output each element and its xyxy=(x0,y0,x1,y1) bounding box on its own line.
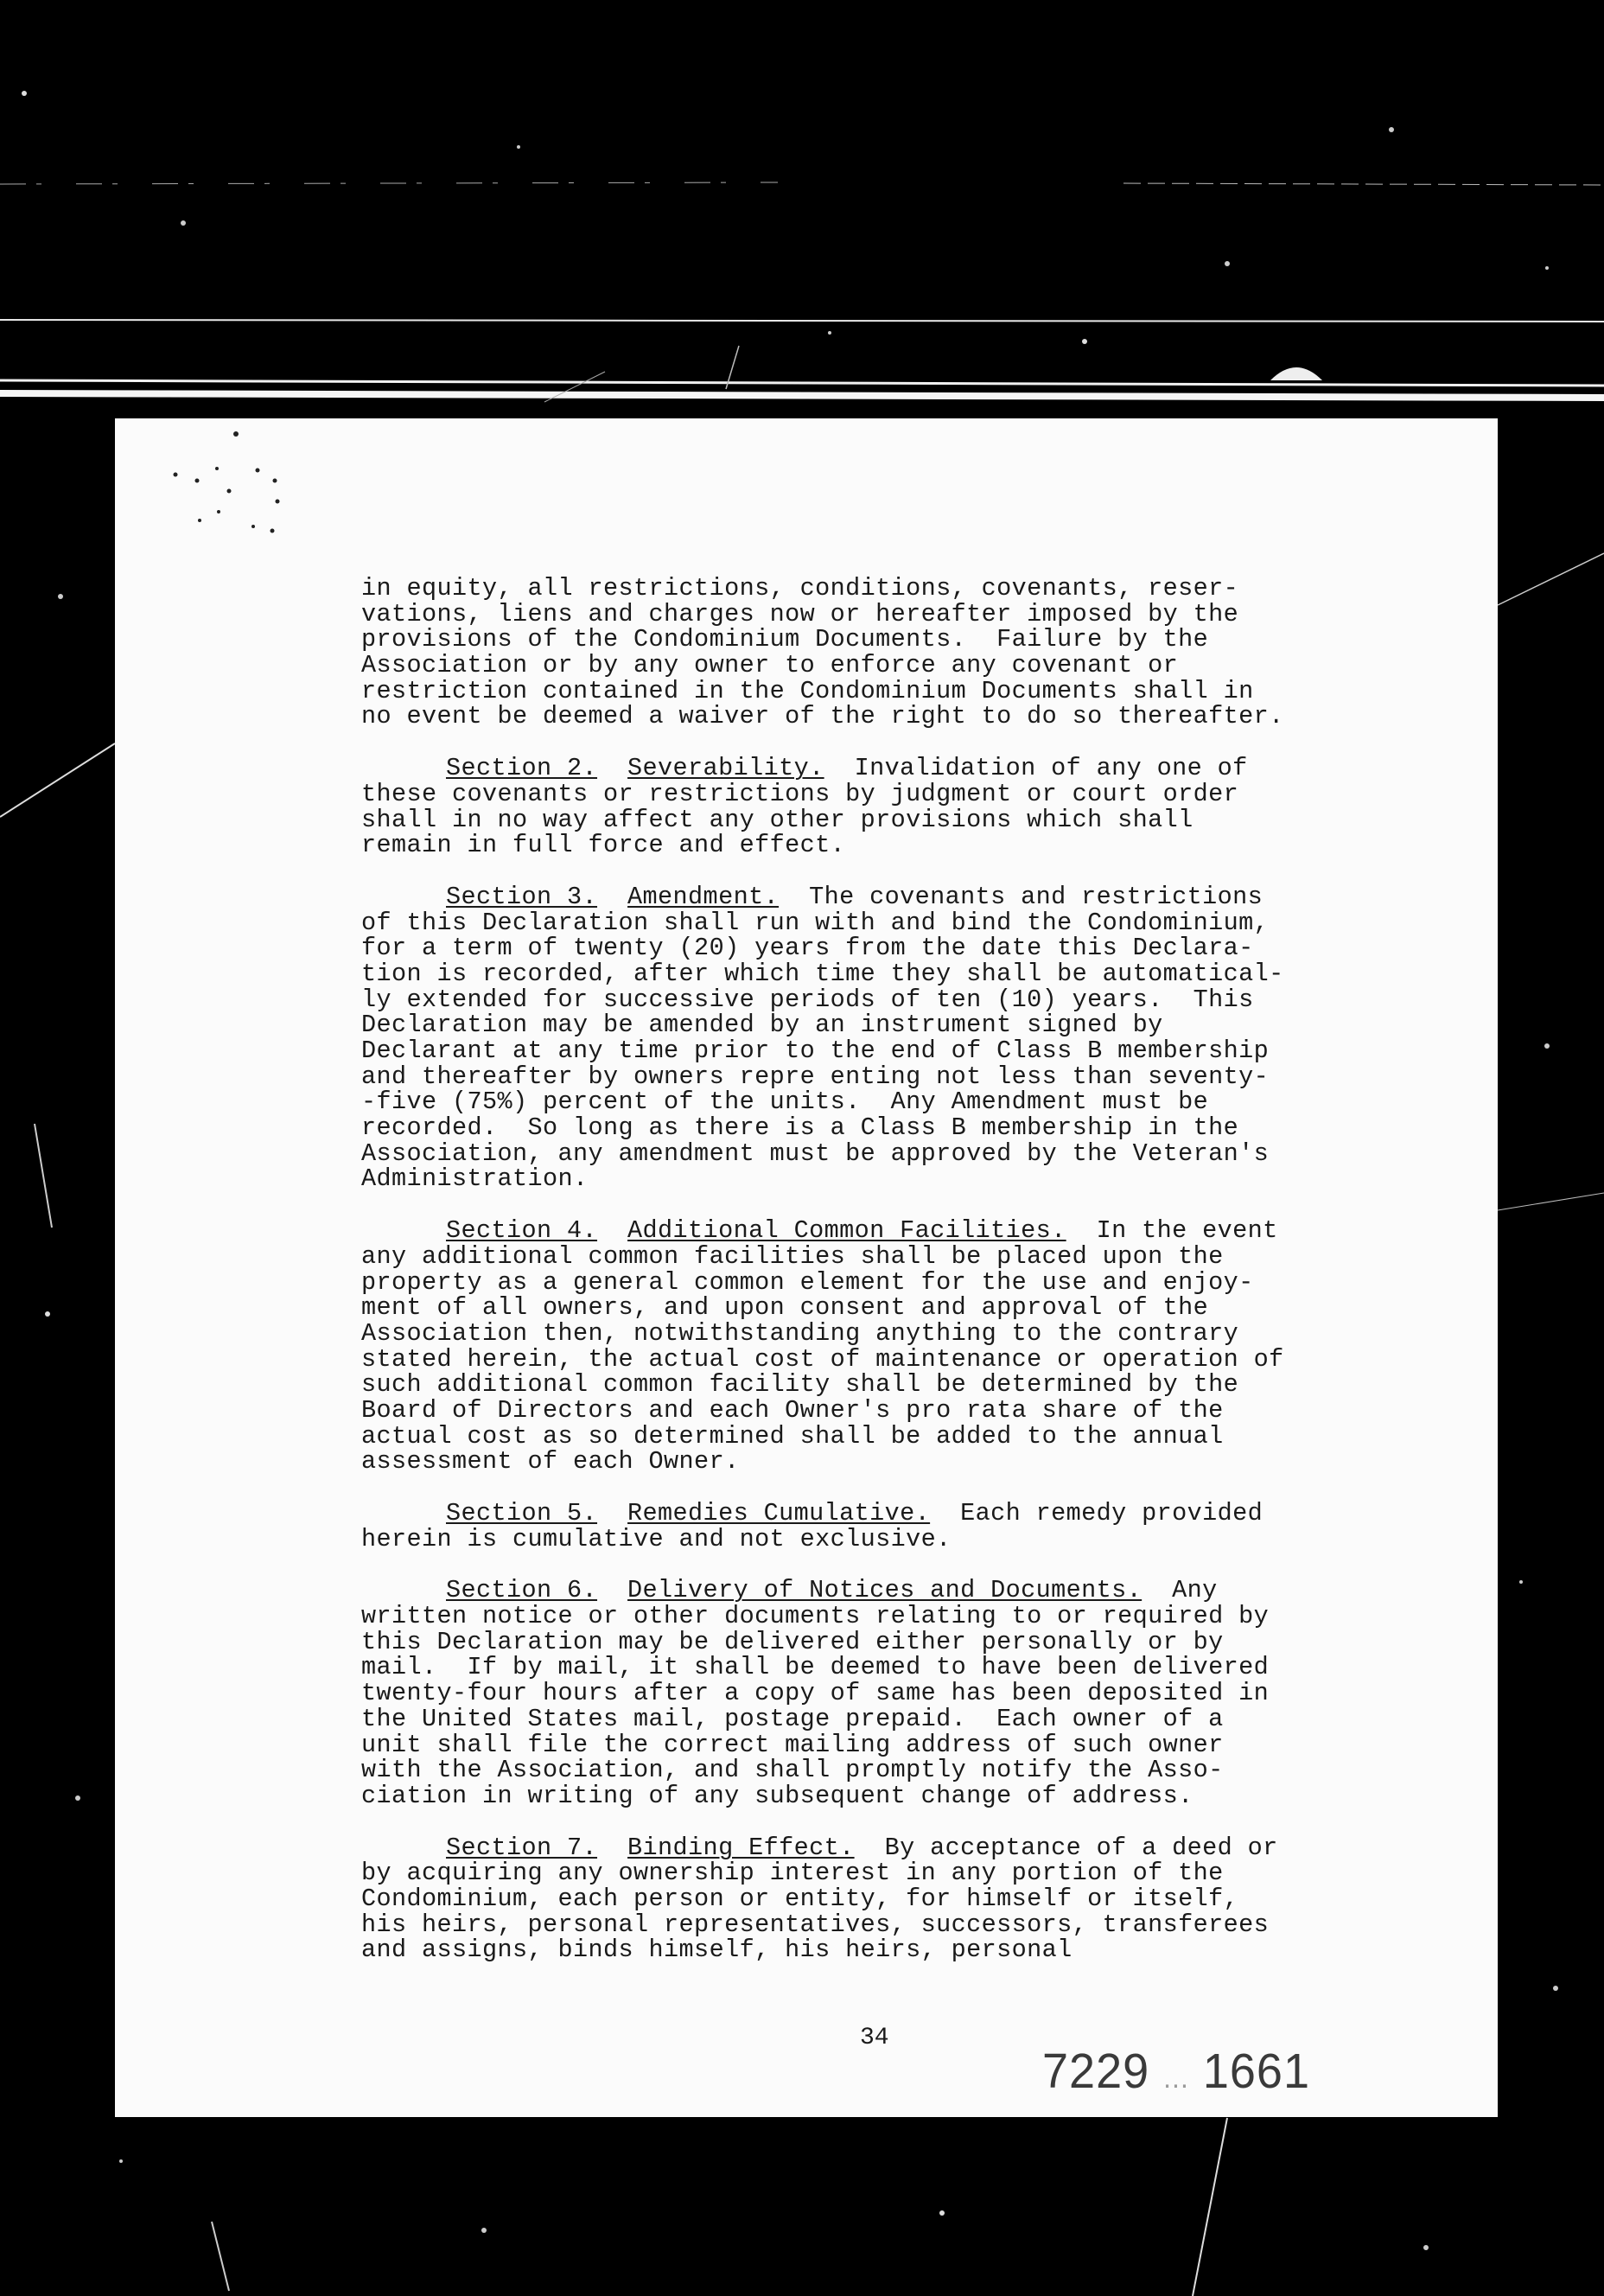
section-first-line-text: Invalidation of any one of xyxy=(824,754,1248,783)
section-5-remedies-cumulative xyxy=(361,1501,1485,1552)
text-line: Association then, notwithstanding anything to the contrary xyxy=(361,1318,1239,1348)
text-line: actual cost as so determined shall be added to the annual xyxy=(361,1421,1224,1451)
text-line: unit shall file the correct mailing address of such owner xyxy=(361,1730,1224,1759)
section-title: Binding Effect. xyxy=(627,1833,855,1862)
text-line: Association or by any owner to enforce any covenant or xyxy=(361,651,1179,680)
text-line: with the Association, and shall promptly notify the Asso- xyxy=(361,1756,1224,1785)
text-line: for a term of twenty (20) years from the date this Declara- xyxy=(361,934,1254,963)
section-first-line-text: The covenants and restrictions xyxy=(779,882,1263,911)
section-7-binding-effect xyxy=(361,1835,1485,1963)
text-line: herein is cumulative and not exclusive. xyxy=(361,1524,952,1553)
section-heading-line xyxy=(361,756,1485,781)
page-number: 34 xyxy=(860,2025,889,2051)
section-3-amendment xyxy=(361,884,1485,1192)
text-line: written notice or other documents relating to or required by xyxy=(361,1602,1270,1631)
stamp-book-number: 7229 xyxy=(1042,2044,1150,2099)
section-number: Section 5. xyxy=(446,1499,598,1527)
text-line: in equity, all restrictions, conditions, covenants, reser- xyxy=(361,574,1239,603)
text-line: vations, liens and charges now or hereafter imposed by the xyxy=(361,599,1239,628)
text-line: stated herein, the actual cost of maintenance or operation of xyxy=(361,1344,1284,1374)
section-heading-line xyxy=(361,884,1485,910)
section-title: Amendment. xyxy=(627,882,780,911)
page-specks xyxy=(115,418,288,557)
section-title: Remedies Cumulative. xyxy=(627,1499,931,1527)
section-number: Section 7. xyxy=(446,1833,598,1862)
text-line: of this Declaration shall run with and bind the Condominium, xyxy=(361,908,1270,937)
section-4-additional-common-facilities xyxy=(361,1218,1485,1475)
section-title: Additional Common Facilities. xyxy=(627,1216,1066,1246)
text-line: tion is recorded, after which time they shall be automatical- xyxy=(361,959,1284,988)
section-2-severability xyxy=(361,756,1485,858)
text-line: and thereafter by owners repre enting not less than seventy- xyxy=(361,1062,1270,1091)
text-line: Association, any amendment must be approved by the Veteran's xyxy=(361,1138,1270,1168)
section-first-line-text: Any xyxy=(1142,1576,1218,1605)
text-line: remain in full force and effect. xyxy=(361,831,846,860)
recording-stamp xyxy=(1042,2043,1310,2099)
text-line: restriction contained in the Condominium Documents shall in xyxy=(361,676,1254,705)
section-number: Section 4. xyxy=(446,1216,598,1246)
text-line: Board of Directors and each Owner's pro rata share of the xyxy=(361,1395,1224,1425)
text-line: Condominium, each person or entity, for himself or itself, xyxy=(361,1884,1239,1913)
text-line: mail. If by mail, it shall be deemed to have been delivered xyxy=(361,1653,1270,1682)
text-line: ly extended for successive periods of ten (10) years. This xyxy=(361,985,1254,1014)
section-6-delivery-of-notices xyxy=(361,1578,1485,1808)
paragraph-continuation xyxy=(361,576,1485,730)
section-number: Section 6. xyxy=(446,1576,598,1605)
text-line: shall in no way affect any other provisions which shall xyxy=(361,805,1193,834)
text-line: assessment of each Owner. xyxy=(361,1447,740,1476)
section-heading-line xyxy=(361,1218,1485,1244)
text-line: these covenants or restrictions by judgment or court order xyxy=(361,779,1239,808)
text-line: by acquiring any ownership interest in any portion of the xyxy=(361,1859,1224,1888)
text-line: provisions of the Condominium Documents. Failure by the xyxy=(361,625,1209,654)
section-first-line-text: In the event xyxy=(1066,1216,1278,1246)
text-line: twenty-four hours after a copy of same has been deposited in xyxy=(361,1679,1270,1708)
section-number: Section 2. xyxy=(446,754,598,783)
text-line: property as a general common element for the use and enjoy- xyxy=(361,1267,1254,1297)
text-line: such additional common facility shall be determined by the xyxy=(361,1370,1239,1400)
section-title: Severability. xyxy=(627,754,824,783)
section-number: Section 3. xyxy=(446,882,598,911)
text-line: -five (75%) percent of the units. Any Amendment must be xyxy=(361,1087,1209,1117)
text-line: recorded. So long as there is a Class B membership in the xyxy=(361,1113,1239,1143)
text-line: the United States mail, postage prepaid. Each owner of a xyxy=(361,1704,1224,1733)
text-line: any additional common facilities shall be placed upon the xyxy=(361,1241,1224,1271)
text-line: ciation in writing of any subsequent change of address. xyxy=(361,1781,1193,1810)
document-body xyxy=(361,576,1485,1963)
text-line: his heirs, personal representatives, successors, transferees xyxy=(361,1910,1270,1939)
text-line: and assigns, binds himself, his heirs, personal xyxy=(361,1936,1073,1965)
stamp-separator: ... xyxy=(1163,2061,1189,2095)
section-heading-line xyxy=(361,1501,1485,1527)
section-heading-line xyxy=(361,1835,1485,1861)
text-line: Administration. xyxy=(361,1164,589,1194)
text-line: this Declaration may be delivered either personally or by xyxy=(361,1627,1224,1656)
section-first-line-text: By acceptance of a deed or xyxy=(854,1833,1278,1862)
section-heading-line xyxy=(361,1578,1485,1604)
document-page xyxy=(115,418,1498,2117)
text-line: Declarant at any time prior to the end of Class B membership xyxy=(361,1036,1270,1065)
text-line: Declaration may be amended by an instrument signed by xyxy=(361,1011,1163,1040)
section-title: Delivery of Notices and Documents. xyxy=(627,1576,1143,1605)
text-line: no event be deemed a waiver of the right to do so thereafter. xyxy=(361,702,1284,731)
text-line: ment of all owners, and upon consent and approval of the xyxy=(361,1293,1209,1323)
section-first-line-text: Each remedy provided xyxy=(930,1499,1263,1527)
stamp-page-number: 1661 xyxy=(1202,2044,1310,2099)
